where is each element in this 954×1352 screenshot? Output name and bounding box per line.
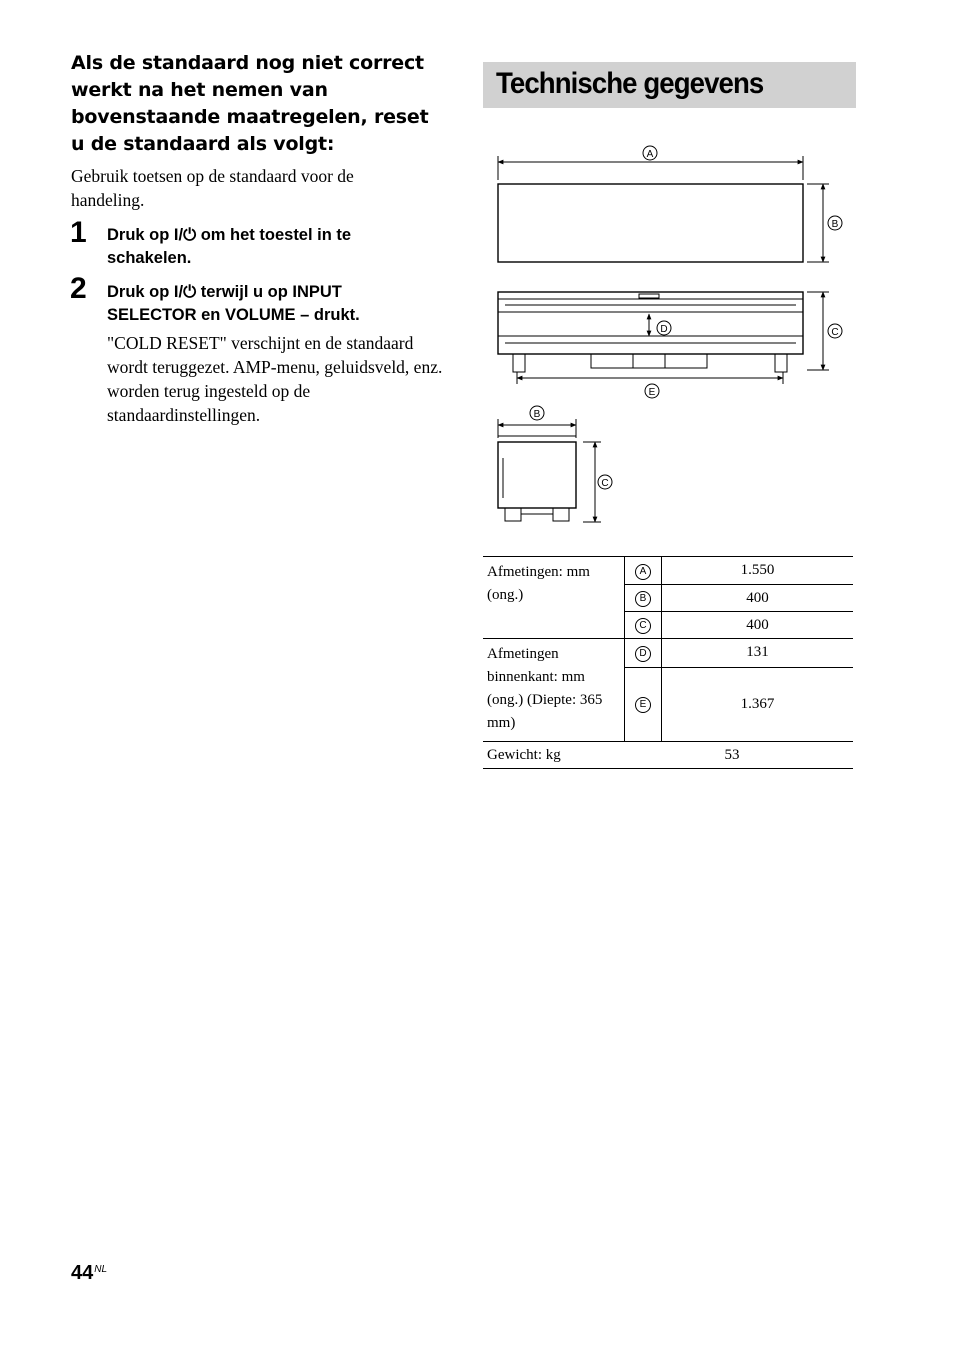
section-heading: Als de standaard nog niet correct werkt na het nemen van bovenstaande maatregelen, reset u de standaard als volgt: <box>71 52 429 155</box>
marker-a-cell: A <box>635 564 651 580</box>
marker-e-cell: E <box>635 697 651 713</box>
marker-d-cell: D <box>635 646 651 662</box>
step-1-number: 1 <box>70 216 87 249</box>
inner-dimensions-label: Afmetingen binnenkant: mm (ong.) (Diepte: 365 mm) <box>483 639 625 742</box>
value-a: 1.550 <box>740 562 775 578</box>
dimension-diagram <box>483 140 856 535</box>
table-row <box>483 557 853 585</box>
step-1-text: Druk op I/⏻ om het toestel in te schakelen. <box>107 226 352 267</box>
step-2-number: 2 <box>70 272 87 305</box>
page-title: Technische gegevens <box>496 67 764 100</box>
value-d: 131 <box>662 639 854 668</box>
value-c: 400 <box>662 612 854 639</box>
marker-b-top: B <box>831 219 839 230</box>
page-number <box>71 1256 107 1287</box>
weight-label: Gewicht: kg <box>483 742 625 769</box>
intro-text: Gebruik toetsen op de standaard voor de handeling. <box>71 166 354 210</box>
marker-c-front: C <box>831 327 839 338</box>
table-row <box>483 742 853 769</box>
step-2-note: "COLD RESET" verschijnt en de standaard wordt teruggezet. AMP-menu, geluidsveld, enz. worden terug ingesteld op de standaardinstellingen. <box>107 333 443 425</box>
weight-value: 53 <box>662 742 854 769</box>
side-view-outline <box>498 442 576 508</box>
marker-a-top: A <box>646 149 654 160</box>
marker-c-side: C <box>601 478 609 489</box>
marker-b-side: B <box>533 409 541 420</box>
step-2-text: Druk op I/⏻ terwijl u op INPUT SELECTOR en VOLUME – drukt. <box>107 283 360 324</box>
marker-e-front: E <box>648 387 656 398</box>
table-row <box>483 639 853 668</box>
marker-c-cell: C <box>635 618 651 634</box>
front-view-outline <box>498 292 803 354</box>
marker-b-cell: B <box>635 591 651 607</box>
spec-table <box>483 556 853 769</box>
page-number-digits: 44 <box>71 1262 94 1284</box>
page-number-suffix: NL <box>94 1264 108 1275</box>
value-e: 1.367 <box>662 667 854 741</box>
marker-d-front: D <box>660 324 668 335</box>
dimensions-label: Afmetingen: mm (ong.) <box>487 564 590 603</box>
top-view-outline <box>498 184 803 262</box>
value-b: 400 <box>662 585 854 612</box>
